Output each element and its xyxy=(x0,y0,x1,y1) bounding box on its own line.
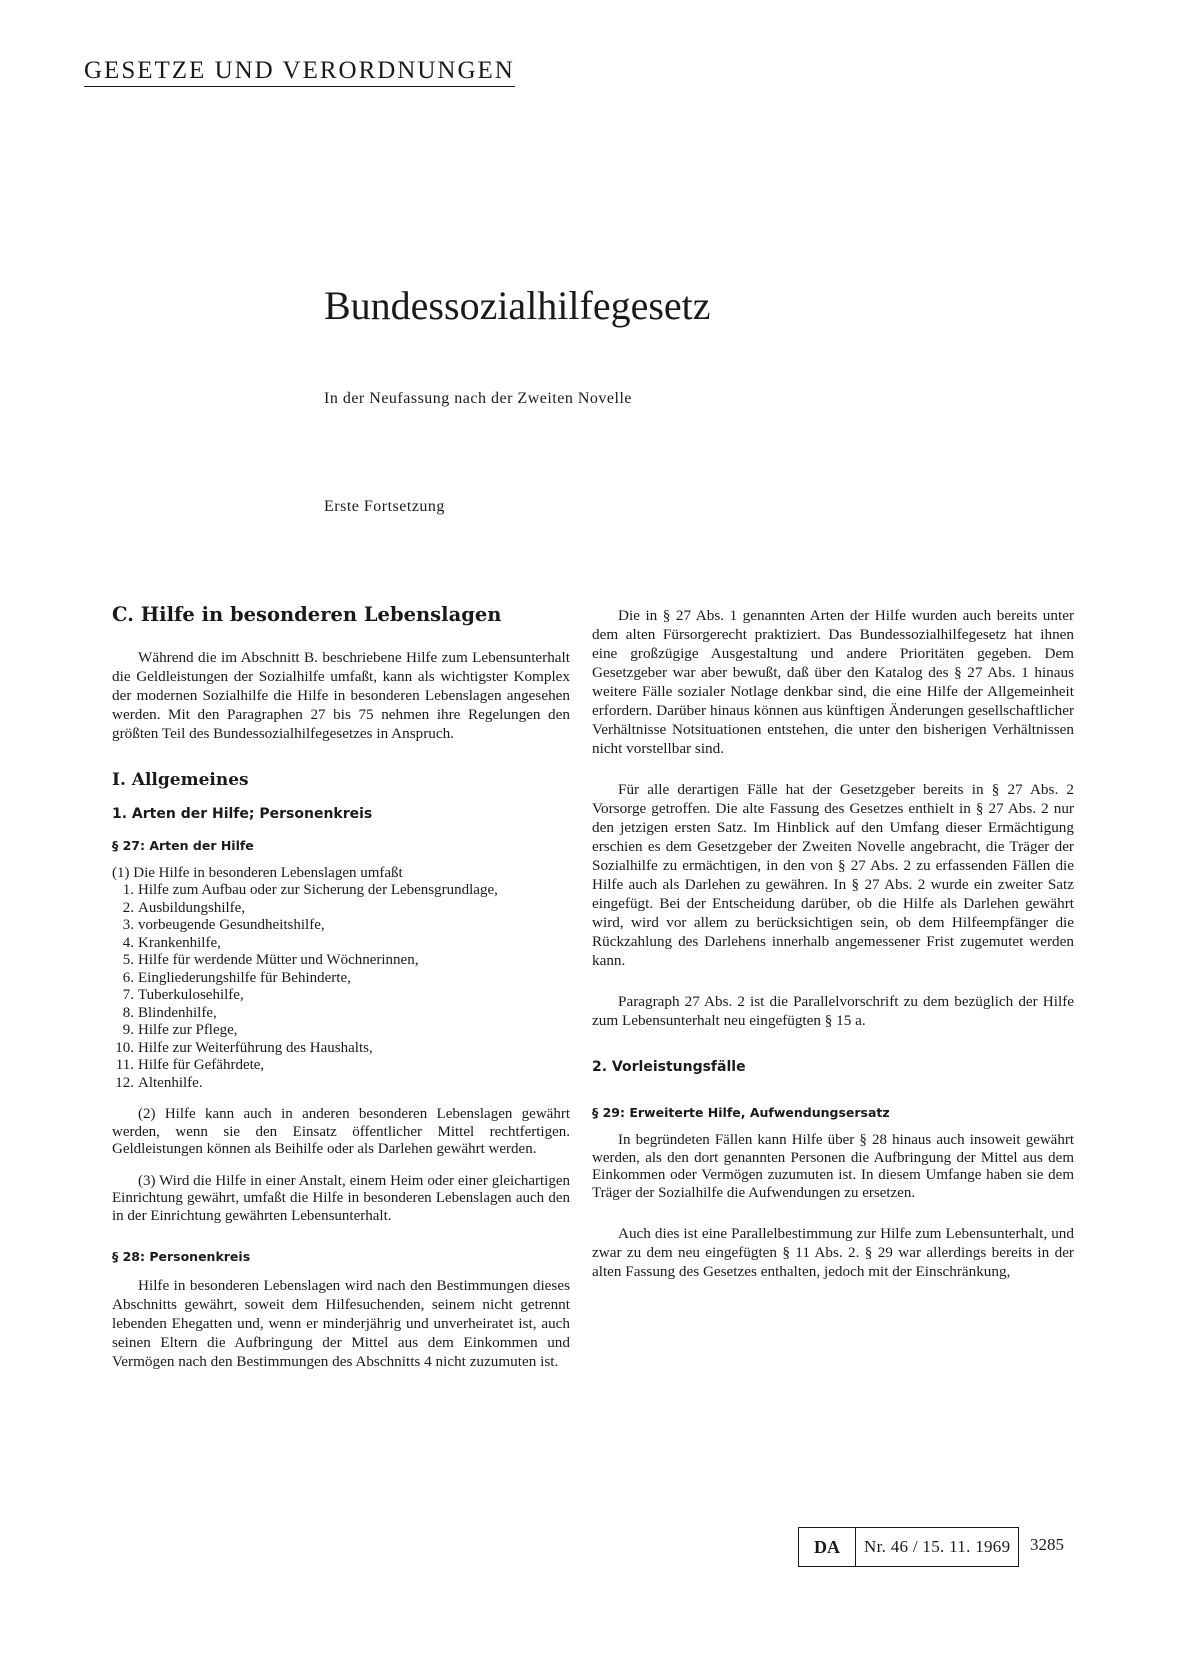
issue-number: Nr. 46 / 15. 11. 1969 xyxy=(864,1537,1011,1556)
list-item: 11. Hilfe für Gefährdete, xyxy=(115,1057,265,1073)
heading-allgemeines: I. Allgemeines xyxy=(112,770,249,790)
heading-arten-der-hilfe: 1. Arten der Hilfe; Personenkreis xyxy=(112,806,373,822)
section-header: GESETZE UND VERORDNUNGEN xyxy=(84,58,515,87)
list-item: 4. Krankenhilfe, xyxy=(122,934,221,951)
list-item: 5. Hilfe für werdende Mütter und Wöchnerinnen, xyxy=(122,952,419,968)
document-title: Bundessozialhilfegesetz xyxy=(324,283,711,328)
right-paragraph-3: Paragraph 27 Abs. 2 ist die Parallelvorschrift zu dem bezüglich der Hilfe zum Lebensunterhalt neu eingefügten § 15 a. xyxy=(592,993,1074,1029)
list-item: 8. Blindenhilfe, xyxy=(122,1004,217,1021)
list-item: 3. vorbeugende Gesundheitshilfe, xyxy=(122,917,325,933)
magazine-logo: DA xyxy=(799,1528,856,1566)
list-item: 9. Hilfe zur Pflege, xyxy=(122,1022,238,1038)
right-column xyxy=(592,606,1074,1281)
heading-c: C. Hilfe in besonderen Lebenslagen xyxy=(112,603,502,626)
paragraph-28-text: Hilfe in besonderen Lebenslagen wird nach den Bestimmungen dieses Abschnitts gewährt, soweit dem Hilfesuchenden, seinem nicht getrennt lebenden Ehegatten und, wenn er minderjährig und unverheiratet ist, auch seinen Eltern die Aufbringung der Mittel aus dem Einkommen und Vermögen nach den Bestimmungen des Abschnitts 4 nicht zuzumuten ist. xyxy=(112,1277,570,1370)
continuation-note: Erste Fortsetzung xyxy=(324,498,445,515)
right-paragraph-1: Die in § 27 Abs. 1 genannten Arten der Hilfe wurden auch bereits unter dem alten Fürsorgerecht praktiziert. Das Bundessozialhilfegesetz hat ihnen eine großzügige Ausgestaltung und andere Prioritäten gegeben. Dem Gesetzgeber war aber bewußt, daß über den Katalog des § 27 Abs. 1 hinaus weitere Fälle sozialer Notlage denkbar sind, die eine Hilfe der Allgemeinheit erfordern. Darüber hinaus können aus künftigen Änderungen gesellschaftlicher Verhältnisse Notsituationen entstehen, die unter den bisherigen Verhältnissen nicht vorstellbar sind. xyxy=(592,607,1074,757)
paragraph-29-heading: § 29: Erweiterte Hilfe, Aufwendungsersatz xyxy=(592,1105,890,1120)
list-item: 2. Ausbildungshilfe, xyxy=(122,899,246,916)
list-item: 7. Tuberkulosehilfe, xyxy=(122,987,244,1003)
paragraph-27-heading: § 27: Arten der Hilfe xyxy=(112,838,254,853)
paragraph-27-list xyxy=(112,882,570,1092)
intro-paragraph: Während die im Abschnitt B. beschriebene Hilfe zum Lebensunterhalt die Geldleistungen der Sozialhilfe umfaßt, kann als wichtigster Komplex der modernen Sozialhilfe die Hilfe in besonderen Lebenslagen angesehen werden. Mit den Paragraphen 27 bis 75 nehmen ihre Regelungen den größten Teil des Bundessozialhilfegesetzes in Anspruch. xyxy=(112,649,570,742)
paragraph-27-abs-2: (2) Hilfe kann auch in anderen besonderen Lebenslagen gewährt werden, wenn sie den Einsatz öffentlicher Mittel rechtfertigen. Geldleistungen können als Beihilfe oder als Darlehen gewährt werden. xyxy=(112,1106,570,1157)
list-item: 6. Eingliederungshilfe für Behinderte, xyxy=(122,969,351,986)
heading-vorleistungsfaelle: 2. Vorleistungsfälle xyxy=(592,1059,746,1075)
paragraph-29-text: In begründeten Fällen kann Hilfe über § 28 hinaus auch insoweit gewährt werden, als den dort genannten Personen die Aufbringung der Mittel aus dem Einkommen oder Vermögen zuzumuten ist. In diesem Umfange haben sie dem Träger der Sozialhilfe die Aufwendungen zu ersetzen. xyxy=(592,1132,1074,1201)
paragraph-27-abs-3: (3) Wird die Hilfe in einer Anstalt, einem Heim oder einer gleichartigen Einrichtung gewährt, umfaßt die Hilfe in besonderen Lebenslagen auch den in der Einrichtung gewährten Lebensunterhalt. xyxy=(112,1172,570,1224)
list-item: 12. Altenhilfe. xyxy=(115,1074,203,1091)
right-paragraph-4: Auch dies ist eine Parallelbestimmung zur Hilfe zum Lebensunterhalt, und zwar zu dem neu eingefügten § 11 Abs. 2. § 29 war allerdings bereits in der alten Fassung des Gesetzes enthalten, jedoch mit der Einschränkung, xyxy=(592,1225,1074,1280)
right-paragraph-2: Für alle derartigen Fälle hat der Gesetzgeber bereits in § 27 Abs. 2 Vorsorge getroffen. Die alte Fassung des Gesetzes enthielt in § 27 Abs. 2 nur den jetzigen ersten Satz. Im Hinblick auf den Umfang dieser Ermächtigung erschien es dem Gesetzgeber der Zweiten Novelle angebracht, die Träger der Sozialhilfe zu ermächtigen, in den von § 27 Abs. 2 zu erfassenden Fällen die Hilfe auch als Darlehen zu gewähren. In § 27 Abs. 2 wurde ein zweiter Satz eingefügt. Bei der Entscheidung darüber, ob die Hilfe als Darlehen gewährt wird, wird vor allem zu berücksichtigen sein, ob dem Hilfeempfänger die Rückzahlung des Darlehens innerhalb angemessener Frist zugemutet werden kann. xyxy=(592,781,1074,969)
document-subtitle: In der Neufassung nach der Zweiten Novelle xyxy=(324,390,632,407)
list-item: 10. Hilfe zur Weiterführung des Haushalts, xyxy=(115,1039,373,1056)
list-item: 1. Hilfe zum Aufbau oder zur Sicherung der Lebensgrundlage, xyxy=(122,882,498,898)
left-column xyxy=(112,604,570,1371)
page-number: 3285 xyxy=(1030,1535,1064,1554)
footer-issue-box xyxy=(798,1527,1019,1567)
paragraph-27-lead: (1) Die Hilfe in besonderen Lebenslagen umfaßt xyxy=(112,865,403,881)
paragraph-28-heading: § 28: Personenkreis xyxy=(112,1249,251,1264)
